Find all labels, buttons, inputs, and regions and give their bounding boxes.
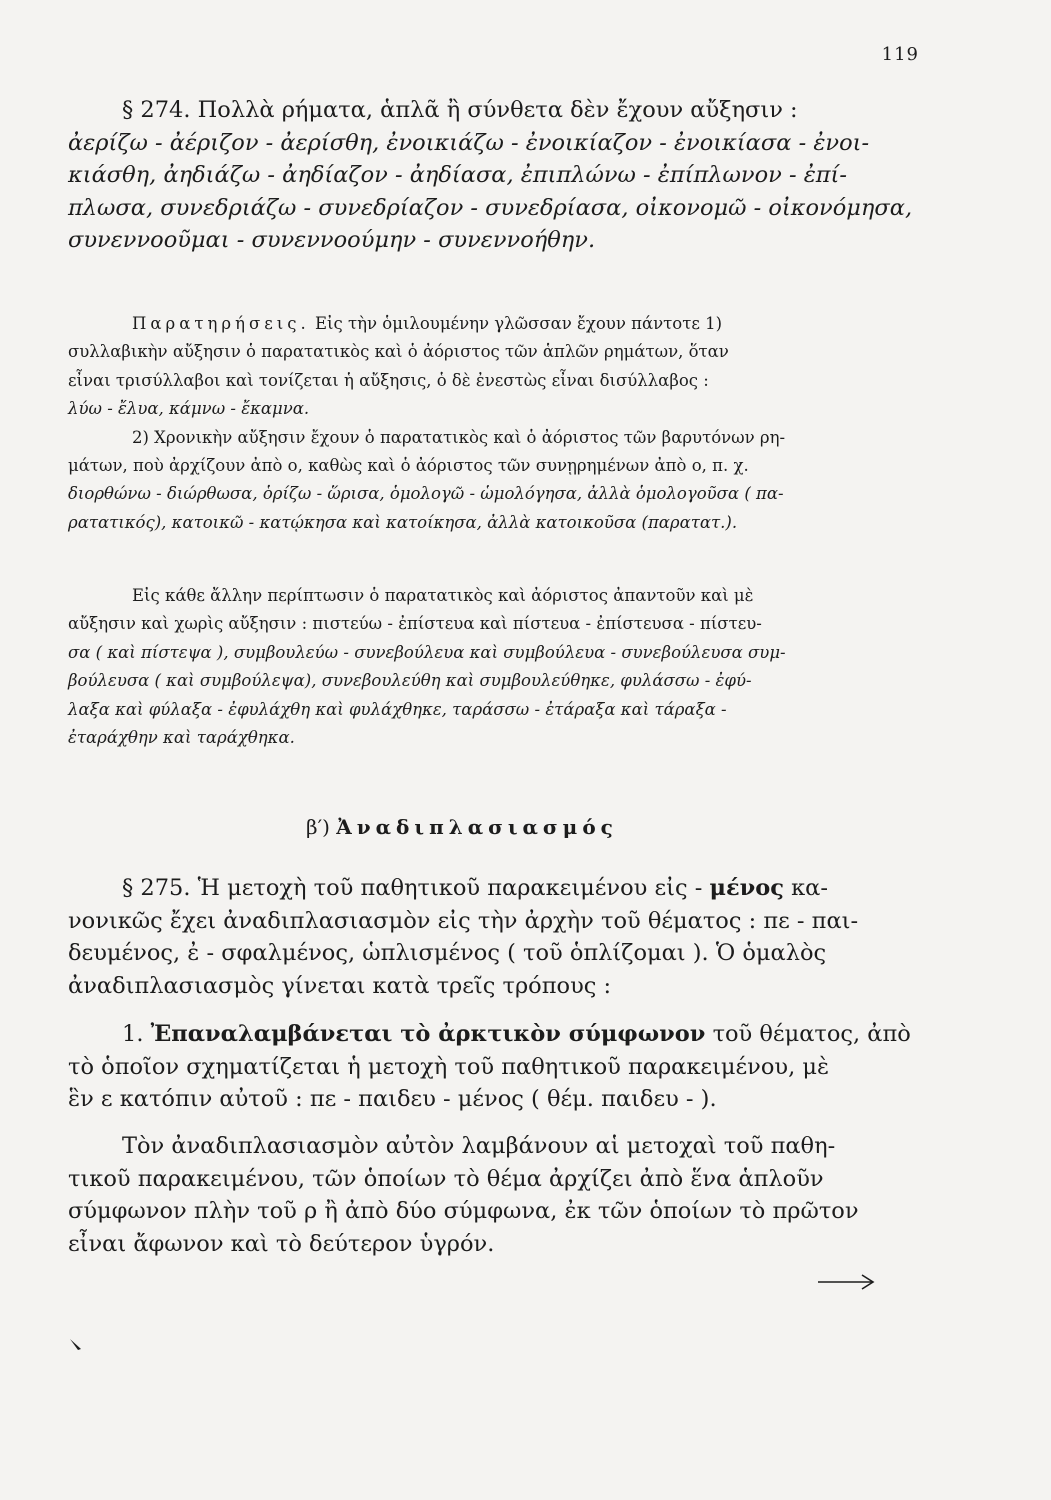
closing-line-1: Τὸν ἀναδιπλασιασμὸν αὐτὸν λαμβάνουν αἱ μετοχαὶ τοῦ παθη- xyxy=(122,1133,836,1159)
observations-line-8: ρατατικός), κατοικῶ - κατῴκησα καὶ κατοίκησα, ἀλλὰ κατοικοῦσα (παρατατ.). xyxy=(68,512,738,532)
observations-line-6: μάτων, ποὺ ἀρχίζουν ἀπὸ ο, καθὼς καὶ ὁ ἀόριστος τῶν συνῃρημένων ἀπὸ ο, π. χ. xyxy=(68,456,749,476)
other-cases-line-5: λαξα καὶ φύλαξα - ἐφυλάχθη καὶ φυλάχθηκε, ταράσσω - ἐτάραξα καὶ τάραξα - xyxy=(68,699,727,719)
observations-line-1: Παρατηρήσεις. Εἰς τὴν ὁμιλουμένην γλῶσσαν ἔχουν πάντοτε 1) xyxy=(132,314,723,333)
section-274-line-2: ἀερίζω - ἀέριζον - ἀερίσθη, ἐνοικιάζω - ἐνοικίαζον - ἐνοικίασα - ἐνοι- xyxy=(68,129,870,156)
other-cases-line-4: βούλευσα ( καὶ συμβούλεψα), συνεβουλεύθη καὶ συμβουλεύθηκε, φυλάσσω - ἐφύ- xyxy=(68,671,752,691)
page-mark xyxy=(69,1338,83,1356)
observations-line-7: διορθώνω - διώρθωσα, ὁρίζω - ὥρισα, ὁμολογῶ - ὡμολόγησα, ἀλλὰ ὁμολογοῦσα ( πα- xyxy=(68,484,784,504)
closing-line-3: σύμφωνον πλὴν τοῦ ρ ἢ ἀπὸ δύο σύμφωνα, ἐκ τῶν ὁποίων τὸ πρῶτον xyxy=(68,1198,859,1224)
other-cases-line-2: αὔξησιν καὶ χωρὶς αὔξησιν : πιστεύω - ἐπίστευα καὶ πίστευα - ἐπίστευσα - πίστευ- xyxy=(68,614,762,634)
section-274-line-4: πλωσα, συνεδριάζω - συνεδρίαζον - συνεδρίασα, οἰκονομῶ - οἰκονόμησα, xyxy=(68,194,913,221)
other-cases-line-3: σα ( καὶ πίστεψα ), συμβουλεύω - συνεβούλευα καὶ συμβούλευα - συνεβούλευσα συμ- xyxy=(68,642,786,662)
subsection-heading xyxy=(68,812,918,842)
section-274-line-5: συνεννοοῦμαι - συνεννοούμην - συνεννοήθην. xyxy=(68,227,596,253)
rule-item-1-line-2: τὸ ὁποῖον σχηματίζεται ἡ μετοχὴ τοῦ παθητικοῦ παρακειμένου, μὲ xyxy=(68,1053,830,1080)
observations-line-2: συλλαβικὴν αὔξησιν ὁ παρατατικὸς καὶ ὁ ἀόριστος τῶν ἁπλῶν ρημάτων, ὅταν xyxy=(68,342,729,362)
rule-item-1-number: 1. xyxy=(122,1021,144,1047)
other-cases-line-6: ἐταράχθην καὶ ταράχθηκα. xyxy=(68,728,295,748)
observations-line-4: λύω - ἔλυα, κάμνω - ἔκαμνα. xyxy=(68,399,310,419)
section-275-line-4: ἀναδιπλασιασμὸς γίνεται κατὰ τρεῖς τρόπους : xyxy=(68,972,612,999)
right-arrow-icon xyxy=(818,1268,876,1298)
rule-item-1 xyxy=(68,1018,918,1116)
ending-mainos: μένος xyxy=(709,875,784,901)
section-275-number: § 275. xyxy=(122,875,191,901)
section-275-line-2: νονικῶς ἔχει ἀναδιπλασιασμὸν εἰς τὴν ἀρχὴν τοῦ θέματος : πε - παι- xyxy=(68,907,859,934)
observations-line-3: εἶναι τρισύλλαβοι καὶ τονίζεται ἡ αὔξησις, ὁ δὲ ἐνεστὼς εἶναι δισύλλαβος : xyxy=(68,370,709,390)
section-275-line-1: § 275. Ἡ μετοχὴ τοῦ παθητικοῦ παρακειμένου εἰς - μένος κα- xyxy=(122,875,828,901)
rule-item-1-line-3: ἓν ε κατόπιν αὐτοῦ : πε - παιδευ - μένος ( θέμ. παιδευ - ). xyxy=(68,1086,717,1112)
subsection-label: β′) xyxy=(306,815,330,839)
section-274-line-3: κιάσθη, ἀηδιάζω - ἀηδίαζον - ἀηδίασα, ἐπιπλώνω - ἐπίπλωνον - ἐπί- xyxy=(68,162,847,188)
section-275-line-3: δευμένος, ἐ - σφαλμένος, ὡπλισμένος ( τοῦ ὁπλίζομαι ). Ὁ ὁμαλὸς xyxy=(68,940,827,966)
observations-heading: Παρατηρήσεις. xyxy=(132,314,310,333)
section-274-number: § 274. xyxy=(122,97,191,123)
observations xyxy=(68,310,918,537)
subsection-title: Ἀναδιπλασιασμός xyxy=(336,815,618,839)
closing-paragraph xyxy=(68,1130,918,1260)
rule-item-1-line-1: 1. Ἐπαναλαμβάνεται τὸ ἀρκτικὸν σύμφωνον τοῦ θέματος, ἀπὸ xyxy=(122,1021,911,1047)
section-275 xyxy=(68,872,918,1002)
section-274 xyxy=(68,94,918,257)
page-number: 119 xyxy=(881,44,919,65)
other-cases-paragraph xyxy=(68,582,918,752)
other-cases-line-1: Εἰς κάθε ἄλλην περίπτωσιν ὁ παρατατικὸς καὶ ἀόριστος ἀπαντοῦν καὶ μὲ xyxy=(132,586,754,605)
observations-line-5: 2) Χρονικὴν αὔξησιν ἔχουν ὁ παρατατικὸς καὶ ὁ ἀόριστος τῶν βαρυτόνων ρη- xyxy=(132,427,786,447)
closing-line-4: εἶναι ἄφωνον καὶ τὸ δεύτερον ὑγρόν. xyxy=(68,1230,495,1257)
rule-item-1-bold: Ἐπαναλαμβάνεται τὸ ἀρκτικὸν σύμφωνον xyxy=(150,1021,706,1047)
closing-line-2: τικοῦ παρακειμένου, τῶν ὁποίων τὸ θέμα ἀρχίζει ἀπὸ ἕνα ἁπλοῦν xyxy=(68,1165,824,1192)
section-274-line-1: § 274. Πολλὰ ρήματα, ἁπλᾶ ἢ σύνθετα δὲν ἔχουν αὔξησιν : xyxy=(122,97,798,123)
